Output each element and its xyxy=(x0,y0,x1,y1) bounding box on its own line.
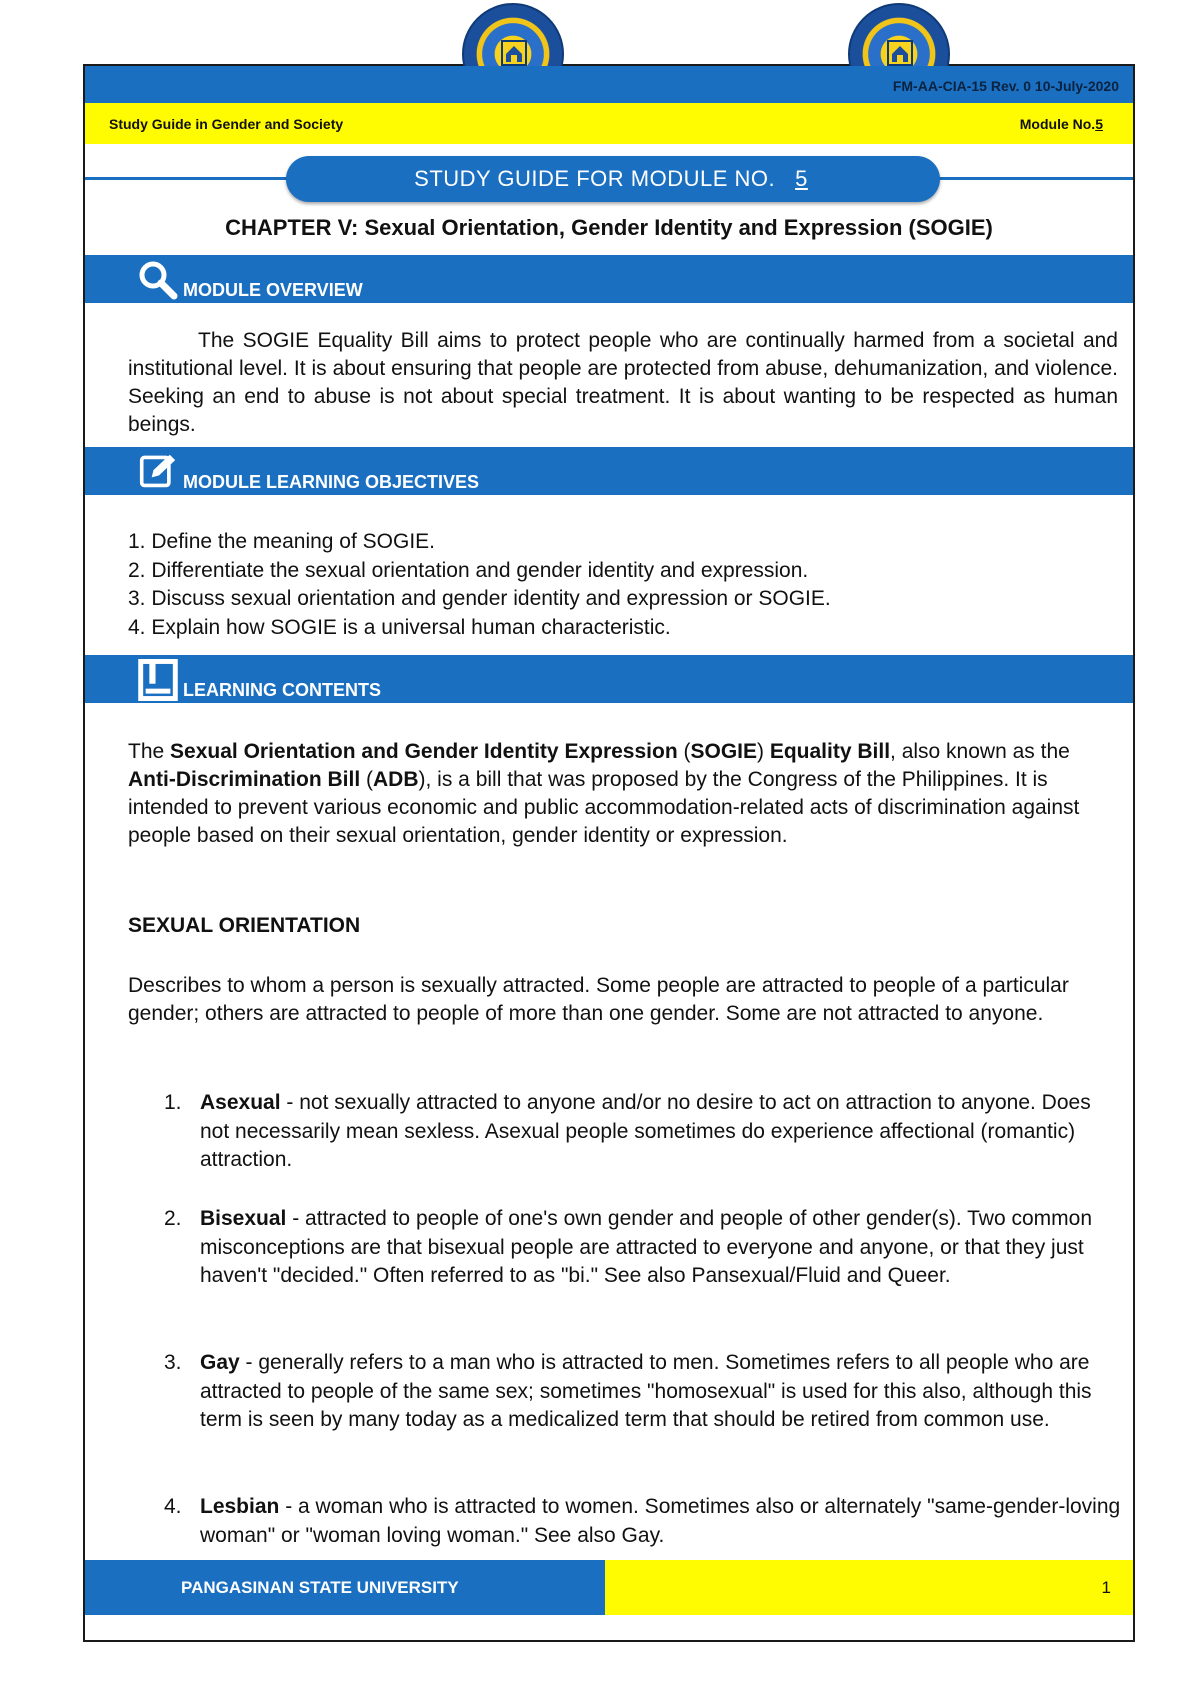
list-item: 2. Differentiate the sexual orientation and gender identity and expression. xyxy=(128,558,809,582)
footer-university xyxy=(85,1560,605,1615)
footer-page xyxy=(605,1560,1133,1615)
list-item: 1. Define the meaning of SOGIE. xyxy=(128,530,436,553)
definition-item: 2. Bisexual - attracted to people of one's own gender and people of other gender(s). Two common misconceptions are that bisexual people are attracted to everyone and anyone, or that they just haven't "decided." Often referred to as "bi." See also Pansexual/Fluid and Queer. xyxy=(164,1207,1093,1287)
university-name: PANGASINAN STATE UNIVERSITY xyxy=(181,1578,459,1597)
definition-term: Gay xyxy=(200,1351,240,1374)
definition-item: 4. Lesbian - a woman who is attracted to women. Sometimes also or alternately "same-gender-loving woman" or "woman loving woman." See also Gay. xyxy=(164,1495,1121,1547)
learning-contents-bar xyxy=(85,655,1133,703)
definition-term: Lesbian xyxy=(200,1495,280,1518)
objectives-list xyxy=(128,528,831,642)
study-guide-title: STUDY GUIDE FOR MODULE NO. 5 xyxy=(286,156,940,202)
header-subband xyxy=(85,103,1133,144)
overview-text: The SOGIE Equality Bill aims to protect people who are continually harmed from a societal and institutional level. It is about ensuring that people are protected from abuse, dehumanization, and violence. Seeking an end to abuse is not about special treatment. It is about wanting to be respected as human beings. xyxy=(128,329,1118,436)
definition-item: 1. Asexual - not sexually attracted to anyone and/or no desire to act on attraction to anyone. Does not necessarily mean sexless. Asexual people sometimes do experience affectional (romantic) attraction. xyxy=(164,1091,1091,1171)
section-heading: SEXUAL ORIENTATION xyxy=(128,914,361,937)
module-number-label: Module No.5 xyxy=(1019,116,1103,132)
course-title: Study Guide in Gender and Society xyxy=(109,116,344,132)
learning-objectives-heading: MODULE LEARNING OBJECTIVES xyxy=(183,472,480,492)
contents-intro: The Sexual Orientation and Gender Identity Expression (SOGIE) Equality Bill, also known as the Anti-Discrimination Bill (ADB), is a bill that was proposed by the Congress of the Philippines. It is intended to prevent various economic and public accommodation-related acts of discrimination against people based on their sexual orientation, gender identity or expression. xyxy=(128,740,1080,847)
module-number: 5 xyxy=(1095,116,1103,132)
magnifier-icon xyxy=(137,259,179,301)
definition-item: 3. Gay - generally refers to a man who is attracted to men. Sometimes refers to all people who are attracted to people of the same sex; sometimes "homosexual" is used for this also, although this term is seen by many today as a medicalized term that should be retired from common use. xyxy=(164,1351,1092,1431)
title-module-number: 5 xyxy=(795,166,808,191)
learning-objectives-bar xyxy=(85,447,1133,495)
form-code: FM-AA-CIA-15 Rev. 0 10-July-2020 xyxy=(892,78,1119,94)
list-item: 3. Discuss sexual orientation and gender identity and expression or SOGIE. xyxy=(128,587,831,610)
page-number: 1 xyxy=(1101,1578,1111,1597)
learning-contents-heading: LEARNING CONTENTS xyxy=(183,680,381,700)
pencil-edit-icon xyxy=(139,452,177,490)
definition-term: Bisexual xyxy=(200,1207,287,1230)
header-band xyxy=(85,66,1133,103)
module-overview-bar xyxy=(85,255,1133,303)
module-overview-heading: MODULE OVERVIEW xyxy=(183,280,363,300)
list-item: 4. Explain how SOGIE is a universal human characteristic. xyxy=(128,615,671,639)
chapter-title: CHAPTER V: Sexual Orientation, Gender Identity and Expression (SOGIE) xyxy=(225,215,993,240)
book-icon xyxy=(137,659,179,701)
section-text: Describes to whom a person is sexually attracted. Some people are attracted to people of a particular gender; others are attracted to people of more than one gender. Some are not attracted to anyone. xyxy=(128,974,1069,1025)
definition-term: Asexual xyxy=(200,1091,281,1114)
